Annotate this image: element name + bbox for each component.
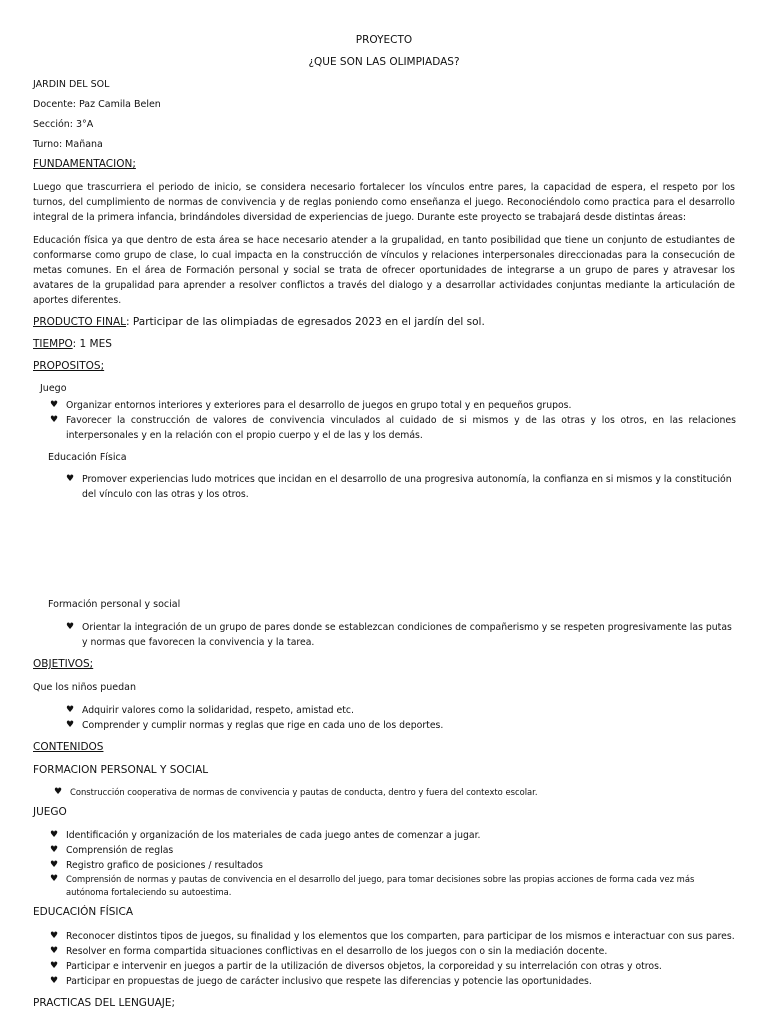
objetivos-intro: Que los niños puedan — [33, 682, 137, 693]
heart-bullet-icon: ♥ — [50, 845, 59, 855]
fundamentacion-paragraph-2: Educación física ya que dentro de esta área se hace necesario atender a la grupalidad, en tanto posibilidad que tiene un conjunto de estudiantes de conformarse como grupo de clase, lo cual impacta en la construcción de vínculos y relaciones interpersonales direccionadas para la consecución de metas comunes. En el área de Formación personal y social se trata de ofrecer oportunidades de integrarse a un grupo de pares y atravesar los avatares de la grupalidad para aprender a resolver conflictos a través del dialogo y a desarrollar actividades conjuntas mediante la articulación de aportes diferentes. — [33, 235, 735, 306]
propositos-juego-label: Juego — [40, 383, 67, 394]
document-subtitle: ¿QUE SON LAS OLIMPIADAS? — [308, 56, 460, 68]
heart-bullet-icon: ♥ — [50, 400, 59, 410]
list-item: ♥ Favorecer la construcción de valores de convivencia vinculados al cuidado de si mismos y de las otras y los otros, en las relaciones interpersonales y en la relación con el propio cuerpo y el de las y los demás. — [50, 415, 736, 441]
heart-bullet-icon: ♥ — [66, 622, 75, 632]
contenidos-juego-heading: JUEGO — [33, 806, 67, 818]
propositos-ef-label: Educación Física — [48, 452, 127, 463]
heart-bullet-icon: ♥ — [50, 830, 59, 840]
heart-bullet-icon: ♥ — [50, 976, 59, 986]
tiempo — [33, 338, 112, 350]
shift-label: Turno: Mañana — [33, 139, 103, 150]
producto-final-text: : Participar de las olimpiadas de egresados 2023 en el jardín del sol. — [126, 316, 485, 328]
producto-final-label: PRODUCTO FINAL — [33, 316, 127, 328]
heart-bullet-icon: ♥ — [54, 787, 63, 797]
fundamentacion-paragraph-1: Luego que trascurriera el periodo de inicio, se considera necesario fortalecer los vínculos entre pares, la capacidad de espera, el respeto por los turnos, del cumplimiento de normas de convivencia y de reglas poniendo como enseñanza el juego. Reconociéndolo como practica para el desarrollo integral de la primera infancia, brindándoles diversidad de experiencias de juego. Durante este proyecto se trabajará desde distintas áreas: — [33, 182, 735, 223]
propositos-fps-label: Formación personal y social — [48, 599, 181, 610]
list-item: ♥ Comprensión de normas y pautas de convivencia en el desarrollo del juego, para tomar decisiones sobre las propias acciones de forma cada vez más autónoma fortaleciendo su autoestima. — [50, 874, 695, 897]
list-item: ♥ Orientar la integración de un grupo de pares donde se establezcan condiciones de compañerismo y se respeten progresivamente las putas y normas que favorecen la convivencia y la tarea. — [66, 622, 732, 648]
list-item: ♥ Promover experiencias ludo motrices que incidan en el desarrollo de una progresiva autonomía, la confianza en si mismos y la constitución del vínculo con las otras y los otros. — [66, 474, 732, 500]
heart-bullet-icon: ♥ — [66, 720, 75, 730]
section-label: Sección: 3°A — [33, 119, 94, 130]
list-item: ♥ Construcción cooperativa de normas de convivencia y pautas de conducta, dentro y fuera del contexto escolar. — [54, 787, 538, 797]
list-item: ♥ Comprensión de reglas — [50, 845, 174, 856]
fundamentacion-heading: FUNDAMENTACION; — [33, 158, 136, 170]
list-item: ♥ Participar en propuestas de juego de carácter inclusivo que respete las diferencias y potencie las oportunidades. — [50, 976, 592, 987]
propositos-heading: PROPOSITOS; — [33, 360, 105, 372]
list-item: ♥ Identificación y organización de los materiales de cada juego antes de comenzar a jugar. — [50, 830, 481, 841]
contenidos-heading: CONTENIDOS — [33, 741, 104, 753]
school-name: JARDIN DEL SOL — [33, 79, 110, 90]
heart-bullet-icon: ♥ — [50, 961, 59, 971]
list-item: ♥ Adquirir valores como la solidaridad, respeto, amistad etc. — [66, 705, 354, 716]
producto-final — [33, 316, 485, 328]
teacher-name: Docente: Paz Camila Belen — [33, 99, 161, 110]
heart-bullet-icon: ♥ — [50, 931, 59, 941]
heart-bullet-icon: ♥ — [50, 874, 59, 884]
contenidos-pl-heading: PRACTICAS DEL LENGUAJE; — [33, 997, 176, 1009]
contenidos-ef-heading: EDUCACIÓN FÍSICA — [33, 906, 134, 918]
objetivos-heading: OBJETIVOS; — [33, 658, 94, 670]
heart-bullet-icon: ♥ — [66, 705, 75, 715]
heart-bullet-icon: ♥ — [50, 415, 59, 425]
list-item: ♥ Registro grafico de posiciones / resultados — [50, 860, 263, 871]
list-item: ♥ Participar e intervenir en juegos a partir de la utilización de diversos objetos, la corporeidad y su interrelación con otras y otros. — [50, 961, 662, 972]
list-item: ♥ Organizar entornos interiores y exteriores para el desarrollo de juegos en grupo total y en pequeños grupos. — [50, 400, 572, 411]
tiempo-label: TIEMPO — [33, 338, 73, 350]
document-title: PROYECTO — [355, 34, 413, 46]
tiempo-text: : 1 MES — [72, 338, 112, 350]
contenidos-fps-heading: FORMACION PERSONAL Y SOCIAL — [33, 764, 209, 776]
list-item: ♥ Comprender y cumplir normas y reglas que rige en cada uno de los deportes. — [66, 720, 444, 731]
heart-bullet-icon: ♥ — [50, 946, 59, 956]
list-item: ♥ Reconocer distintos tipos de juegos, su finalidad y los elementos que los comparten, para participar de los mismos e interactuar con sus pares. — [50, 931, 735, 942]
heart-bullet-icon: ♥ — [50, 860, 59, 870]
heart-bullet-icon: ♥ — [66, 474, 75, 484]
list-item: ♥ Resolver en forma compartida situaciones conflictivas en el desarrollo de los juegos con o sin la mediación docente. — [50, 946, 608, 957]
